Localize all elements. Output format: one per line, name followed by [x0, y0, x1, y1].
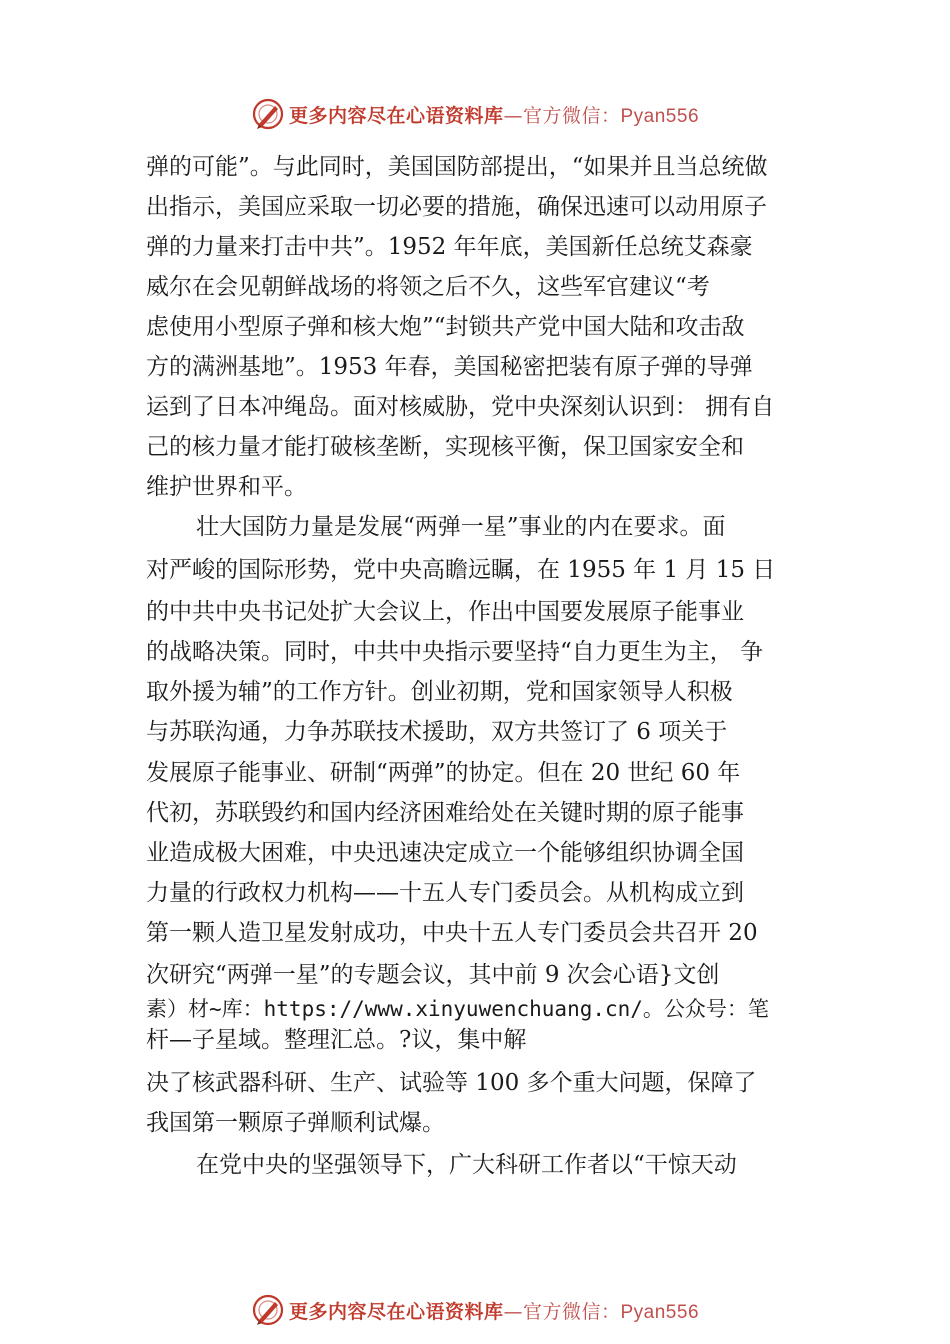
text-line: 弹的可能”。与此同时，美国国防部提出，“如果并且当总统做: [146, 154, 768, 180]
banner-wechat-id: Pyan556: [620, 1301, 700, 1323]
text-line: 的战略决策。同时，中共中央指示要坚持“自力更生为主， 争: [146, 639, 764, 665]
banner-text: [289, 101, 699, 128]
text-line: 与苏联沟通，力争苏联技术援助，双方共签订了 6 项关于: [146, 719, 728, 745]
footer-banner: [0, 1290, 950, 1330]
text-line: 虑使用小型原子弹和核大炮”“封锁共产党中国大陆和攻击敌: [146, 314, 745, 340]
watermark-url-line: 素）材~库：https://www.xinyuwenchuang.cn/。公众号：笔: [146, 997, 769, 1021]
text-line: 代初，苏联毁约和国内经济困难给处在关键时期的原子能事: [146, 800, 744, 826]
banner-main-text: 更多内容尽在心语资料库: [288, 1300, 504, 1323]
banner-text: [289, 1297, 699, 1324]
text-line: 运到了日本冲绳岛。面对核威胁，党中央深刻认识到： 拥有自: [146, 394, 775, 420]
banner-wechat-id: Pyan556: [620, 105, 700, 127]
text-line: 发展原子能事业、研制“两弹”的协定。但在 20 世纪 60 年: [146, 760, 741, 786]
banner-label: 官方微信：: [522, 104, 621, 127]
text-line: 己的核力量才能打破核垄断，实现核平衡，保卫国家安全和: [146, 434, 744, 460]
text-line: 取外援为辅”的工作方针。创业初期，党和国家领导人积极: [146, 679, 733, 705]
text-line: 维护世界和平。: [146, 474, 307, 500]
paragraph-start-line: 壮大国防力量是发展“两弹一星”事业的内在要求。面: [196, 514, 726, 540]
pen-logo-icon: [251, 1293, 285, 1327]
text-line: 对严峻的国际形势，党中央高瞻远瞩，在 1955 年 1 月 15 日: [146, 557, 776, 583]
pen-logo-icon: [251, 97, 285, 131]
text-line: 业造成极大困难，中央迅速决定成立一个能够组织协调全国: [146, 840, 744, 866]
text-line: 第一颗人造卫星发射成功，中央十五人专门委员会共召开 20: [146, 920, 758, 946]
text-line: 力量的行政权力机构——十五人专门委员会。从机构成立到: [146, 880, 744, 906]
text-line: 决了核武器科研、生产、试验等 100 多个重大问题，保障了: [146, 1070, 757, 1096]
banner-main-text: 更多内容尽在心语资料库: [288, 104, 504, 127]
text-line: 次研究“两弹一星”的专题会议，其中前 9 次会心语}文创: [146, 962, 720, 988]
text-line: 弹的力量来打击中共”。1952 年年底，美国新任总统艾森豪: [146, 234, 753, 260]
text-line: 出指示，美国应采取一切必要的措施，确保迅速可以动用原子: [146, 194, 767, 220]
banner-separator: —: [503, 1300, 523, 1323]
banner-separator: —: [503, 104, 523, 127]
header-banner: [0, 94, 950, 134]
banner-label: 官方微信：: [522, 1300, 621, 1323]
text-line: 我国第一颗原子弹顺利试爆。: [146, 1110, 445, 1136]
text-line: 威尔在会见朝鲜战场的将领之后不久，这些军官建议“考: [146, 274, 710, 300]
text-line: 的中共中央书记处扩大会议上，作出中国要发展原子能事业: [146, 599, 744, 625]
paragraph-start-line: 在党中央的坚强领导下，广大科研工作者以“干惊天动: [196, 1152, 737, 1178]
text-line: 方的满洲基地”。1953 年春，美国秘密把装有原子弹的导弹: [146, 354, 753, 380]
text-line: 杆—子星域。整理汇总。?议，集中解: [146, 1027, 527, 1053]
